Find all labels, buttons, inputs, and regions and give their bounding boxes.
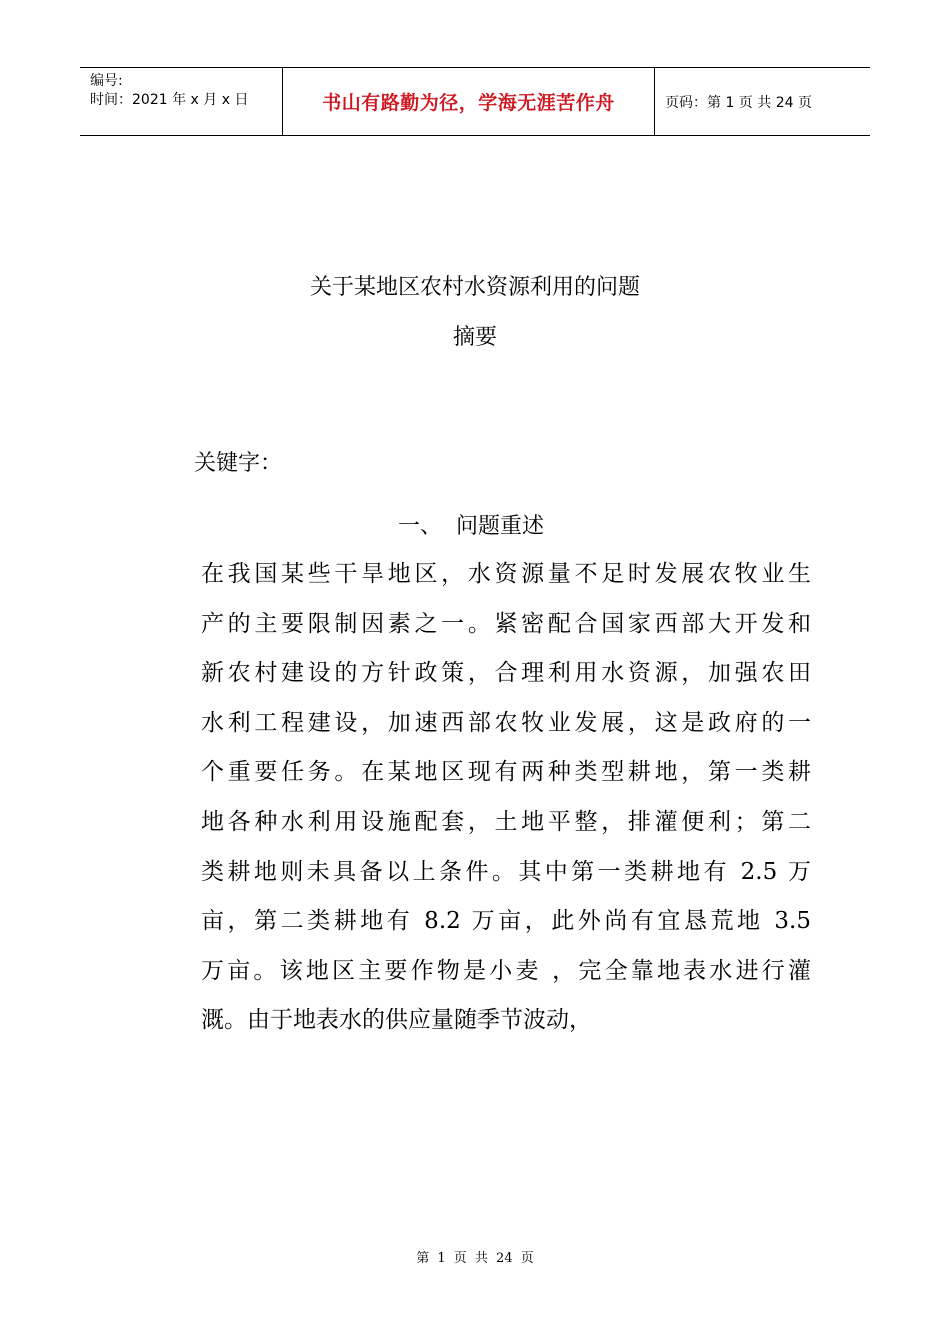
body-line: 水利工程建设，加速西部农牧业发展，这是政府的一 xyxy=(201,709,811,736)
body-line: 亩，第二类耕地有 8.2 万亩，此外尚有宜恳荒地 3.5 xyxy=(201,908,811,935)
body-line: 在我国某些干旱地区，水资源量不足时发展农牧业生 xyxy=(201,561,811,587)
document-title: 关于某地区农村水资源利用的问题 xyxy=(309,275,640,300)
header-page-cell xyxy=(655,68,870,135)
body-line: 类耕地则未具备以上条件。其中第一类耕地有 2.5 万 xyxy=(201,858,811,885)
document-header xyxy=(80,67,870,136)
body-line: 地各种水利用设施配套，土地平整，排灌便利；第二 xyxy=(201,808,811,835)
abstract-heading: 摘要 xyxy=(452,325,497,350)
header-meta-cell xyxy=(80,68,282,135)
serial-number-label: 编号: xyxy=(90,73,123,89)
page-footer: 第 1 页 共 24 页 xyxy=(416,1251,534,1266)
body-line: 产的主要限制因素之一。紧密配合国家西部大开发和 xyxy=(201,610,811,637)
body-line: 溉。由于地表水的供应量随季节波动， xyxy=(201,1007,592,1034)
body-line: 万亩。该地区主要作物是小麦 ，完全靠地表水进行灌 xyxy=(201,957,811,984)
header-motto-cell xyxy=(282,68,655,135)
header-page-info: 页码：第 1 页 共 24 页 xyxy=(665,94,812,111)
body-paragraph xyxy=(201,550,811,1046)
keywords-label: 关键字： xyxy=(194,451,283,476)
motto-text: 书山有路勤为径，学海无涯苦作舟 xyxy=(322,92,615,114)
section-heading: 一、 问题重述 xyxy=(398,514,544,539)
body-line: 个重要任务。在某地区现有两种类型耕地，第一类耕 xyxy=(201,759,811,786)
body-line: 新农村建设的方针政策，合理利用水资源，加强农田 xyxy=(201,660,811,687)
date-label: 时间：2021 年 x 月 x 日 xyxy=(90,92,249,108)
